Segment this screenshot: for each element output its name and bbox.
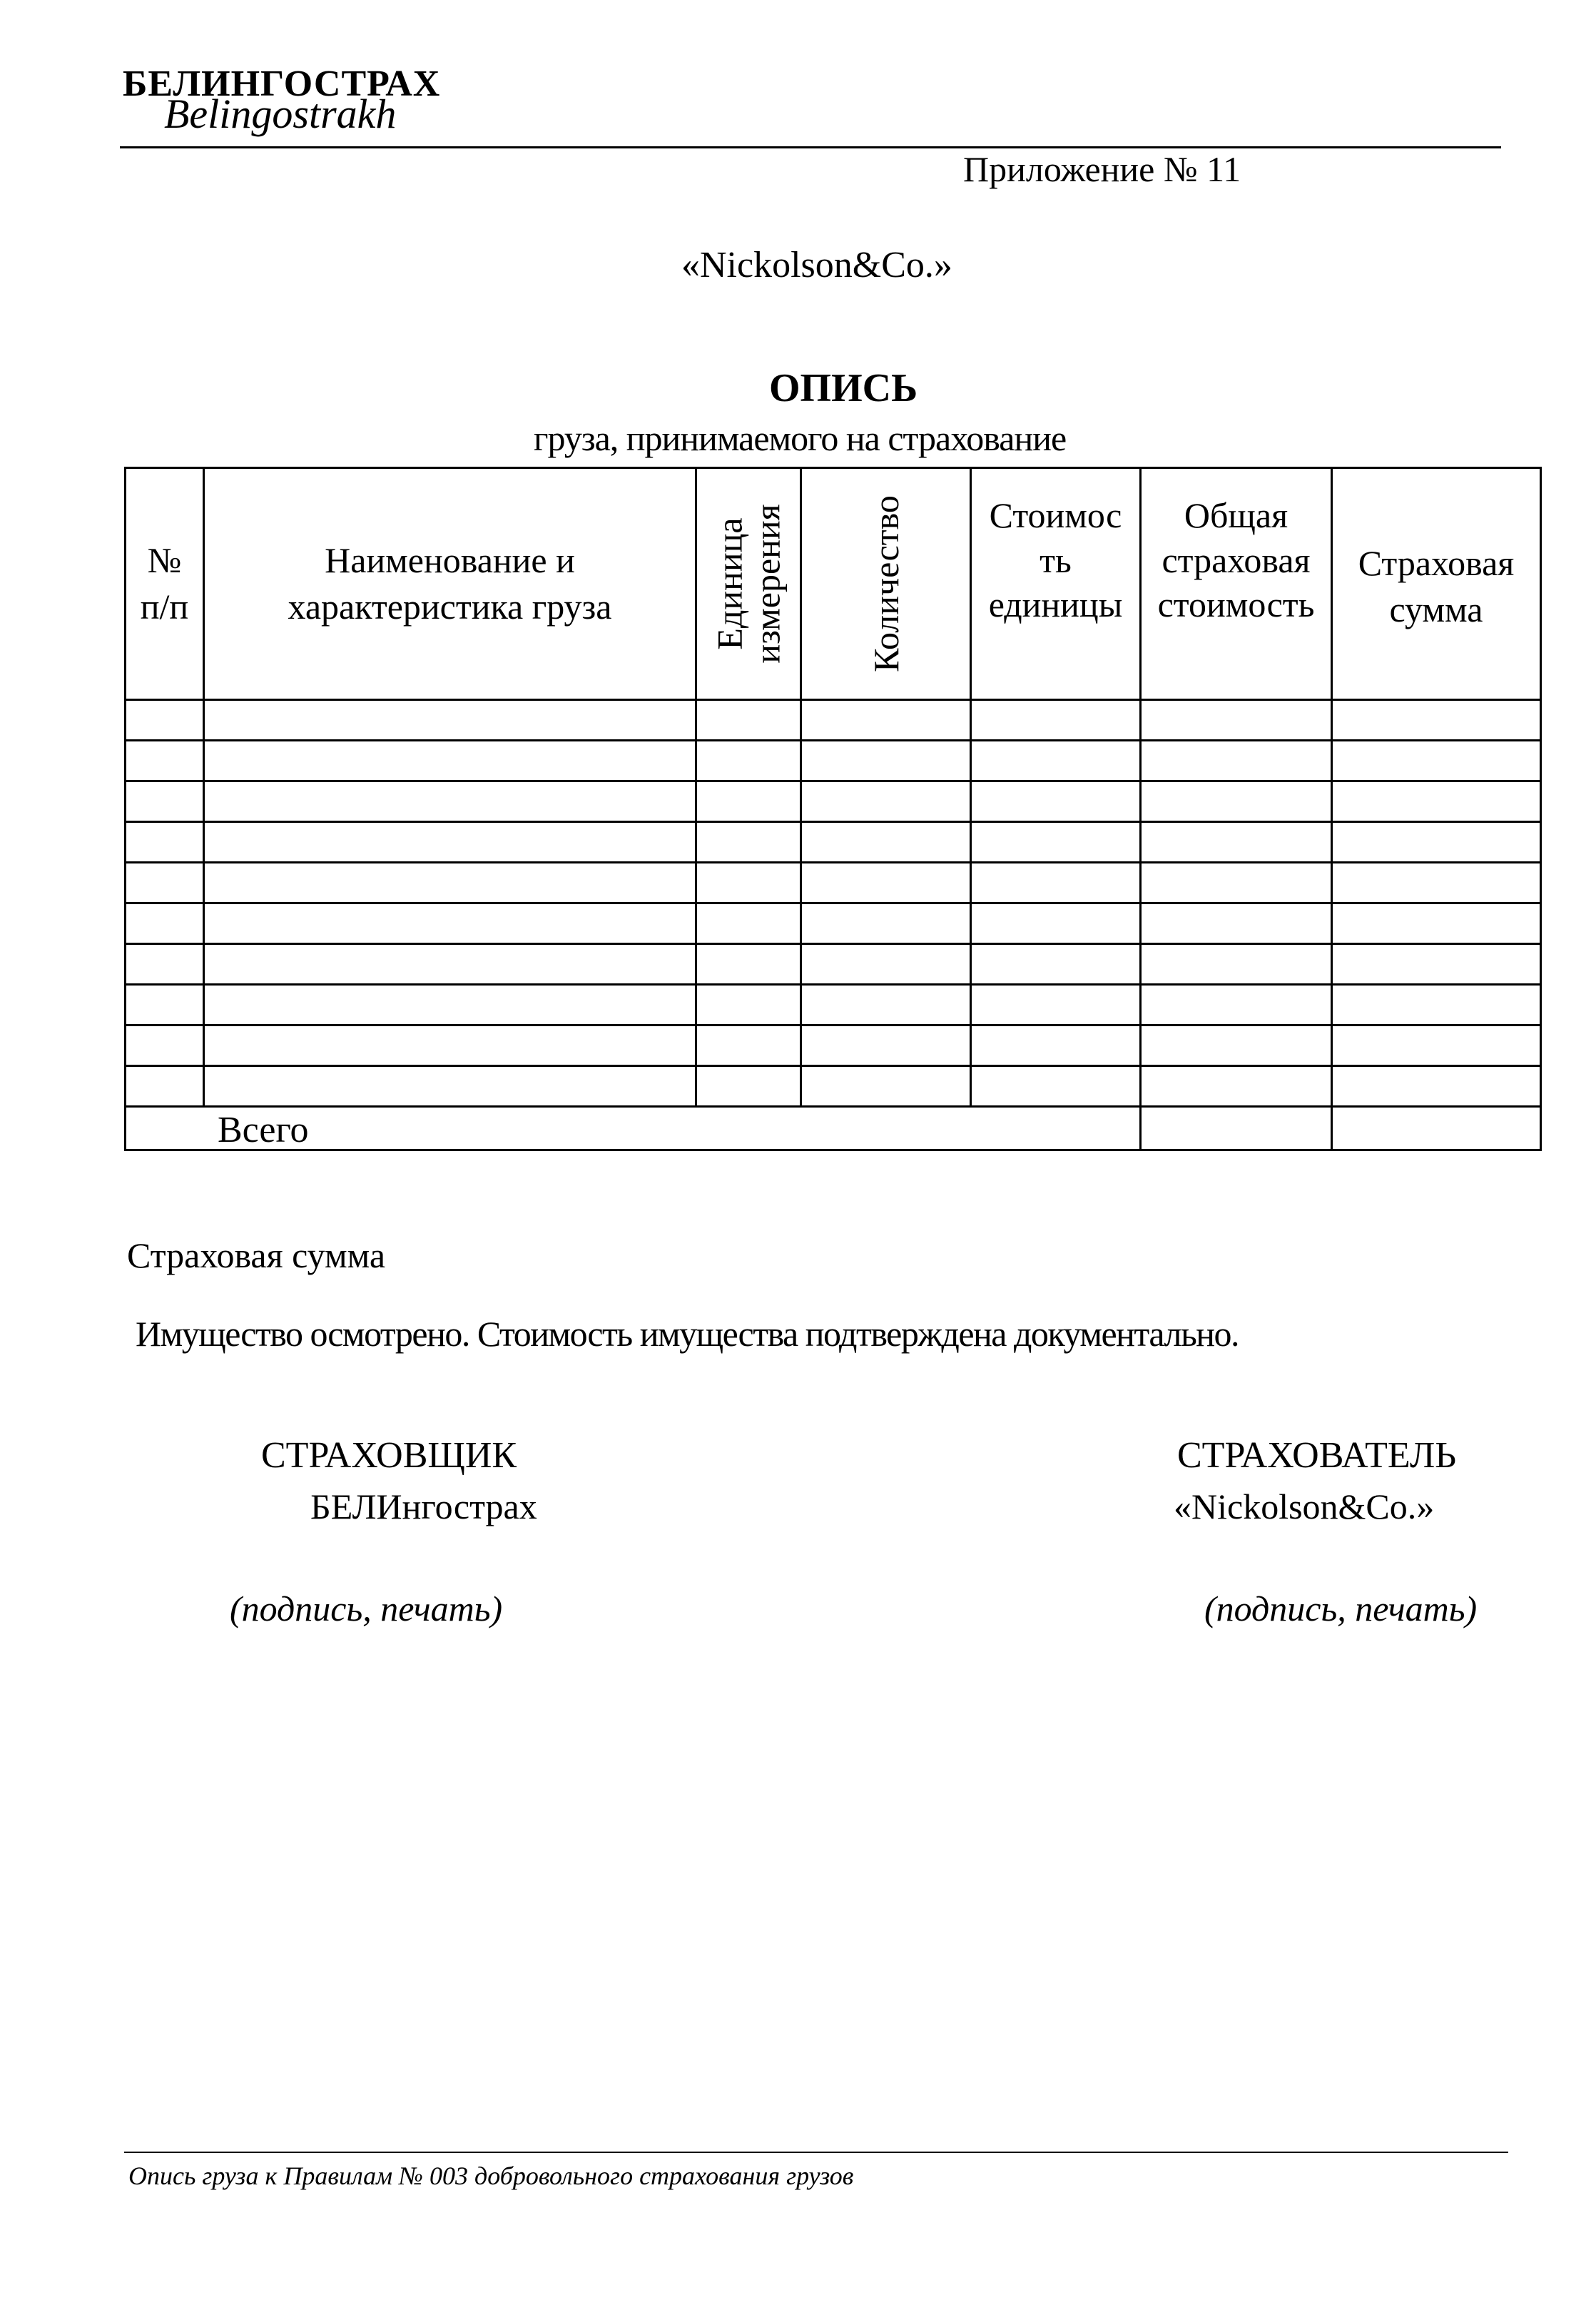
cell-total-value[interactable] [1141, 1025, 1332, 1066]
table-row [126, 700, 1541, 741]
header-rule [120, 146, 1501, 148]
cell-quantity[interactable] [801, 822, 971, 863]
cell-quantity[interactable] [801, 1066, 971, 1107]
footer-note: Опись груза к Правилам № 003 добровольного страхования грузов [128, 2162, 854, 2190]
cell-name[interactable] [204, 741, 696, 781]
cell-quantity[interactable] [801, 1025, 971, 1066]
cell-unit[interactable] [696, 1066, 801, 1107]
cell-number[interactable] [126, 985, 204, 1025]
col-header-number-line: п/п [140, 587, 189, 627]
table-header-row [126, 468, 1541, 700]
cell-unit-cost[interactable] [971, 781, 1141, 822]
table-row [126, 781, 1541, 822]
cell-sum-insured[interactable] [1332, 822, 1541, 863]
cell-number[interactable] [126, 863, 204, 903]
cell-name[interactable] [204, 781, 696, 822]
table-row [126, 903, 1541, 944]
col-header-sum-insured-line: сумма [1389, 589, 1483, 629]
cell-name[interactable] [204, 863, 696, 903]
col-header-name-line: характеристика груза [288, 587, 612, 627]
cell-number[interactable] [126, 944, 204, 985]
cell-total-value[interactable] [1141, 863, 1332, 903]
cell-unit[interactable] [696, 944, 801, 985]
cell-sum-insured[interactable] [1332, 985, 1541, 1025]
cell-unit-cost[interactable] [971, 1066, 1141, 1107]
table-row [126, 741, 1541, 781]
insured-sum-label: Страховая сумма [127, 1235, 386, 1275]
cell-total-value[interactable] [1141, 822, 1332, 863]
cell-total-value[interactable] [1141, 700, 1332, 741]
cell-unit-cost[interactable] [971, 700, 1141, 741]
cell-sum-insured[interactable] [1332, 781, 1541, 822]
cell-quantity[interactable] [801, 863, 971, 903]
cell-total-value[interactable] [1141, 741, 1332, 781]
appendix-number: Приложение № 11 [963, 149, 1241, 189]
cell-unit[interactable] [696, 822, 801, 863]
col-header-sum-insured-line: Страховая [1358, 543, 1515, 583]
cell-name[interactable] [204, 944, 696, 985]
cell-name[interactable] [204, 700, 696, 741]
cell-unit-cost[interactable] [971, 944, 1141, 985]
cell-sum-insured[interactable] [1332, 1025, 1541, 1066]
col-header-total-value-line: страховая [1162, 539, 1311, 580]
col-header-total-value-line: Общая [1184, 495, 1289, 535]
cell-number[interactable] [126, 741, 204, 781]
cell-number[interactable] [126, 700, 204, 741]
col-header-total-value-line: стоимость [1157, 584, 1315, 624]
insurer-name: БЕЛИнгострах [310, 1486, 537, 1526]
cell-unit[interactable] [696, 903, 801, 944]
cell-unit[interactable] [696, 781, 801, 822]
col-header-unit-cost [971, 468, 1141, 700]
cell-name[interactable] [204, 1066, 696, 1107]
footer-rule [124, 2152, 1508, 2153]
col-header-sum-insured [1332, 468, 1541, 700]
insurer-role: СТРАХОВЩИК [261, 1435, 517, 1476]
policyholder-name: «Nickolson&Co.» [1174, 1486, 1435, 1526]
document-title: ОПИСЬ [769, 366, 918, 410]
cell-sum-insured[interactable] [1332, 903, 1541, 944]
cell-quantity[interactable] [801, 944, 971, 985]
cell-unit-cost[interactable] [971, 1025, 1141, 1066]
policyholder-role: СТРАХОВАТЕЛЬ [1177, 1435, 1457, 1476]
cell-sum-insured[interactable] [1332, 741, 1541, 781]
col-header-unit-line: Единица [709, 517, 750, 650]
cell-unit[interactable] [696, 741, 801, 781]
cell-unit[interactable] [696, 985, 801, 1025]
col-header-unit-cost-line: Стоимос [989, 495, 1122, 535]
col-header-unit-cost-line: ть [1040, 539, 1072, 580]
cell-name[interactable] [204, 903, 696, 944]
cell-quantity[interactable] [801, 985, 971, 1025]
cell-number[interactable] [126, 781, 204, 822]
cell-unit-cost[interactable] [971, 741, 1141, 781]
logo-wordmark: БЕЛИНГОСТРАХ [123, 64, 441, 104]
cell-name[interactable] [204, 985, 696, 1025]
cell-unit-cost[interactable] [971, 822, 1141, 863]
col-header-quantity [801, 468, 971, 700]
col-header-unit [696, 468, 801, 700]
cell-sum-insured[interactable] [1332, 700, 1541, 741]
cell-name[interactable] [204, 822, 696, 863]
cell-total-value[interactable] [1141, 944, 1332, 985]
cell-number[interactable] [126, 822, 204, 863]
col-header-number [126, 468, 204, 700]
cell-sum-insured[interactable] [1332, 863, 1541, 903]
cell-total-value-sum[interactable] [1141, 1107, 1332, 1150]
cell-quantity[interactable] [801, 903, 971, 944]
insurer-signature-caption: (подпись, печать) [230, 1589, 503, 1628]
document-subtitle: груза, принимаемого на страхование [534, 418, 1067, 458]
table-row [126, 1025, 1541, 1066]
cell-total-value[interactable] [1141, 985, 1332, 1025]
cell-name[interactable] [204, 1025, 696, 1066]
cell-sum-insured[interactable] [1332, 1066, 1541, 1107]
cargo-inventory-table [124, 467, 1542, 1151]
cell-quantity[interactable] [801, 741, 971, 781]
inspection-note: Имущество осмотрено. Стоимость имущества подтверждена документально. [136, 1314, 1239, 1354]
cell-number[interactable] [126, 1066, 204, 1107]
table-row [126, 1066, 1541, 1107]
cell-unit[interactable] [696, 1025, 801, 1066]
col-header-name [204, 468, 696, 700]
total-label: Всего [126, 1107, 1141, 1150]
col-header-unit-line: измерения [747, 504, 787, 664]
cell-number[interactable] [126, 903, 204, 944]
table-row [126, 863, 1541, 903]
company-name: «Nickolson&Co.» [681, 245, 952, 285]
cell-total-value[interactable] [1141, 903, 1332, 944]
cell-sum-insured-total[interactable] [1332, 1107, 1541, 1150]
cell-total-value[interactable] [1141, 1066, 1332, 1107]
cell-unit-cost[interactable] [971, 985, 1141, 1025]
cell-unit-cost[interactable] [971, 863, 1141, 903]
cell-unit[interactable] [696, 863, 801, 903]
cell-unit[interactable] [696, 700, 801, 741]
col-header-unit-cost-line: единицы [988, 584, 1123, 624]
cell-quantity[interactable] [801, 781, 971, 822]
table-total-row [126, 1107, 1541, 1150]
cell-number[interactable] [126, 1025, 204, 1066]
cell-unit-cost[interactable] [971, 903, 1141, 944]
logo-script: Belingostrakh [164, 91, 397, 137]
policyholder-signature-caption: (подпись, печать) [1204, 1589, 1478, 1628]
table-row [126, 985, 1541, 1025]
cell-quantity[interactable] [801, 700, 971, 741]
col-header-total-value [1141, 468, 1332, 700]
cell-sum-insured[interactable] [1332, 944, 1541, 985]
cell-total-value[interactable] [1141, 781, 1332, 822]
col-header-number-line: № [147, 540, 182, 580]
table-row [126, 822, 1541, 863]
table-row [126, 944, 1541, 985]
col-header-name-line: Наименование и [325, 540, 575, 580]
col-header-quantity-label: Количество [865, 495, 906, 672]
